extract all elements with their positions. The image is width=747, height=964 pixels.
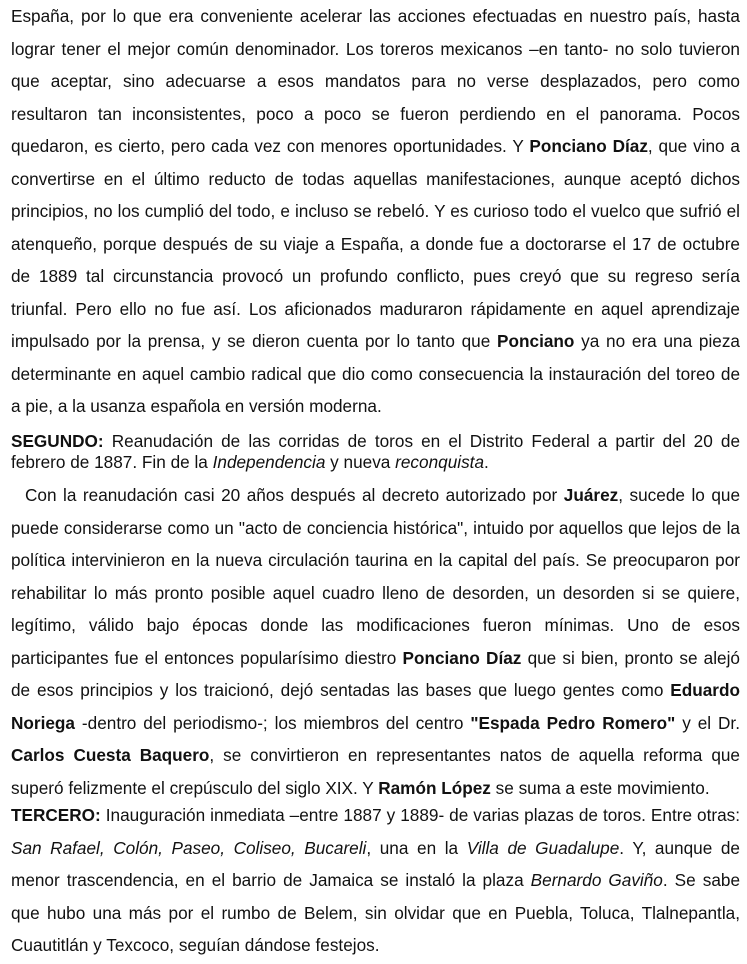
text-run: . Y, aunque de menor trascendencia, en el barrio de Jamaica se instaló la plaza (11, 837, 740, 890)
text-run: se suma a este movimiento. (490, 777, 710, 798)
bold-text-run: Ponciano Díaz (529, 136, 648, 156)
paragraph-tercero (11, 799, 740, 962)
italic-text-run: reconquista (395, 452, 484, 472)
bold-text-run: Ponciano (497, 331, 575, 351)
text-run: Inauguración inmediata –entre 1887 y 1889- de varias plazas de toros. Entre otras: (100, 805, 740, 825)
text-run: España, por lo que era conveniente acelerar las acciones efectuadas en nuestro país, hasta lograr tener el mejor común denominador. Los toreros mexicanos –en tanto- no solo tuvieron que aceptar, sino adecuarse a esos mandatos para no verse desplazados, pero como resultaron tan inconsistentes, poco a poco se fueron perdiendo en el panorama. Pocos quedaron, es cierto, pero cada vez con menores oportunidades. Y (11, 6, 740, 156)
bold-text-run: Ramón López (378, 777, 491, 798)
bold-text-run: TERCERO: (11, 805, 101, 825)
text-run: , que vino a convertirse en el último reducto de todas aquellas manifestaciones, aunque aceptó dichos principios, no los cumplió del todo, e incluso se rebeló. Y es curioso todo el vuelco que sufrió el atenqueño, porque después de su viaje a España, a donde fue a doctorarse el 17 de octubre de 1889 tal circunstancia provocó un profundo conflicto, pues creyó que su regreso sería triunfal. Pero ello no fue así. Los aficionados maduraron rápidamente en aquel aprendizaje impulsado por la prensa, y se dieron cuenta por lo tanto que (11, 136, 740, 351)
bold-text-run: Juárez (563, 485, 619, 505)
text-run: . (484, 452, 489, 472)
text-run: , una en la (366, 837, 467, 858)
text-run: Reanudación de las corridas de toros en el Distrito Federal a partir del 20 de febrero de 1887. Fin de la (11, 431, 740, 472)
bold-text-run: Eduardo Noriega (11, 680, 740, 733)
paragraph-reanudacion (11, 479, 740, 804)
text-run: , se convirtieron en representantes natos de aquella reforma que superó felizmente el crepúsculo del siglo XIX. Y (11, 745, 740, 798)
text-run: , sucede lo que puede considerarse como un "acto de conciencia histórica", intuido por aquellos que lejos de la política intervinieron en la nueva circulación taurina en la capital del país. Se preocuparon por rehabilitar lo más pronto posible aquel cuadro lleno de desorden, un desorden si se quiere, legítimo, válido bajo épocas donde las modificaciones fueron mínimas. Uno de esos participantes fue el entonces popularísimo diestro (11, 485, 741, 668)
paragraph-intro (11, 0, 740, 423)
text-run: . Se sabe que hubo una más por el rumbo de Belem, sin olvidar que en Puebla, Toluca, Tlalnepantla, Cuautitlán y Texcoco, seguían dándose festejos. (11, 870, 740, 955)
bold-text-run: SEGUNDO: (11, 431, 104, 451)
text-run: Con la reanudación casi 20 años después al decreto autorizado por (25, 485, 564, 505)
bold-text-run: Ponciano Díaz (402, 647, 522, 668)
bold-text-run: Carlos Cuesta Baquero (11, 745, 210, 765)
italic-text-run: Villa de Guadalupe (466, 837, 620, 858)
text-run: que si bien, pronto se alejó de esos principios y los traicionó, dejó sentadas las bases que luego gentes como (11, 647, 740, 700)
italic-text-run: San Rafael, Colón, Paseo, Coliseo, Bucareli (11, 837, 367, 858)
text-run: -dentro del periodismo-; los miembros del centro (75, 712, 471, 733)
bold-text-run: "Espada Pedro Romero" (470, 712, 676, 733)
text-run: y nueva (325, 452, 396, 472)
italic-text-run: Bernardo Gaviño (530, 870, 663, 890)
paragraph-segundo-heading (11, 431, 740, 473)
text-run: ya no era una pieza determinante en aquel cambio radical que dio como consecuencia la instauración del toreo de a pie, a la usanza española en versión moderna. (11, 331, 740, 416)
text-run: y el Dr. (675, 712, 740, 733)
italic-text-run: Independencia (212, 452, 326, 472)
